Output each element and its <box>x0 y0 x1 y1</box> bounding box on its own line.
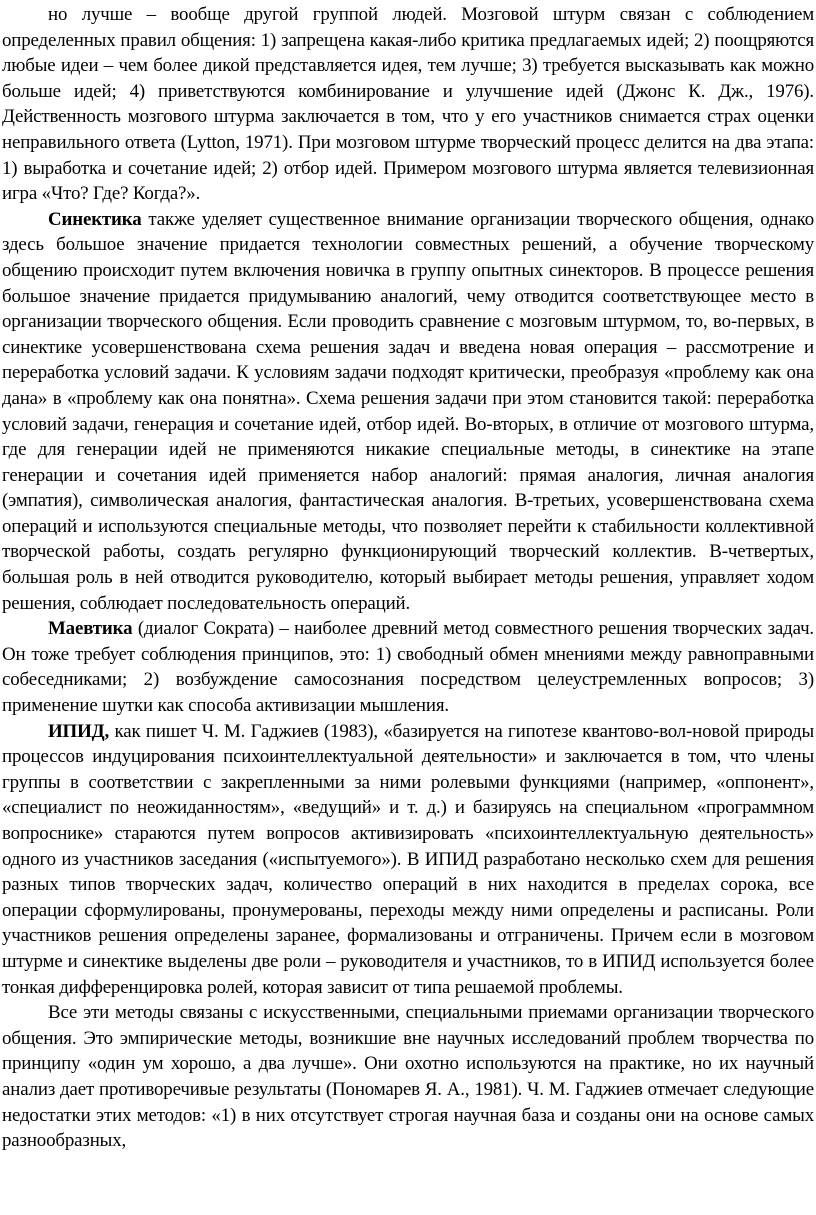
paragraph-brainstorm-continuation <box>2 2 814 207</box>
paragraph-text: но лучше – вообще другой группой людей. Мозговой штурм связан с соблюдением определенных правил общения: 1) запрещена какая-либо критика предлагаемых идей; 2) поощряются любые идеи – чем более дикой представляется идея, тем лучше; 3) требуется высказывать как можно больше идей; 4) приветствуются комбинирование и улучшение идей (Джонс К. Дж., 1976). Действенность мозгового штурма заключается в том, что у его участников снимается страх оценки неправильного ответа (Lytton, 1971). При мозговом штурме творческий процесс делится на два этапа: 1) выработка и сочетание идей; 2) отбор идей. Примером мозгового штурма является телевизионная игра «Что? Где? Когда?». <box>2 4 814 205</box>
term-maieutics: Маевтика <box>48 618 133 640</box>
term-ipid: ИПИД, <box>48 720 110 742</box>
paragraph-maieutics <box>2 616 814 718</box>
term-synectics: Синектика <box>48 208 142 230</box>
paragraph-text: Все эти методы связаны с искусственными, специальными приемами организации творческого общения. Это эмпирические методы, возникшие вне научных исследований проблем творчества по принципу «один ум хорошо, а два лучше». Они охотно используются на практике, но их научный анализ дает противоречивые результаты (Пономарев Я. А., 1981). Ч. М. Гаджиев отмечает следующие недостатки этих методов: «1) в них отсутствует строгая научная база и созданы они на основе самых разнообразных, <box>2 1002 814 1152</box>
paragraph-ipid <box>2 719 814 1001</box>
paragraph-synectics <box>2 207 814 617</box>
paragraph-text: (диалог Сократа) – наиболее древний метод совместного решения творческих задач. Он тоже требует соблюдения принципов, это: 1) свободный обмен мнениями между равноправными собеседниками; 2) возбуждение самосознания посредством целеустремленных вопросов; 3) применение шутки как способа активизации мышления. <box>2 618 814 717</box>
paragraph-methods-summary <box>2 1000 814 1154</box>
paragraph-text: также уделяет существенное внимание организации творческого общения, однако здесь большое значение придается технологии совместных решений, а обучение творческому общению происходит путем включения новичка в группу опытных синекторов. В процессе решения большое значение придается придумыванию аналогий, чему отводится соответствующее место в организации творческого общения. Если проводить сравнение с мозговым штурмом, то, во-первых, в синектике усовершенствована схема решения задач и введена новая операция – рассмотрение и переработка условий задачи. К условиям задачи подходят критически, преобразуя «проблему как она дана» в «проблему как она понятна». Схема решения задачи при этом становится такой: переработка условий задачи, генерация и сочетание идей, отбор идей. Во-вторых, в отличие от мозгового штурма, где для генерации идей не применяются никакие специальные методы, в синектике на этапе генерации и сочетания идей применяется набор аналогий: прямая аналогия, личная аналогия (эмпатия), символическая аналогия, фантастическая аналогия. В-третьих, усовершенствована схема операций и используются специальные методы, что позволяет перейти к стабильности коллективной творческой работы, создать регулярно функционирующий творческий коллектив. В-четвертых, большая роль в ней отводится руководителю, который выбирает методы решения, управляет ходом решения, соблюдает последовательность операций. <box>2 208 814 614</box>
paragraph-text: как пишет Ч. М. Гаджиев (1983), «базируется на гипотезе квантово-вол-новой природы процессов индуцирования психоинтеллектуальной деятельности» и заключается в том, что члены группы в соответствии с закрепленными за ними ролевыми функциями (например, «оппонент», «специалист по неожиданностям», «ведущий» и т. д.) и базируясь на специальном «программном вопроснике» стараются путем вопросов активизировать «психоинтеллектуальную деятельность» одного из участников заседания («испытуемого»). В ИПИД разработано несколько схем для решения разных типов творческих задач, количество операций в них находится в пределах сорока, все операции сформулированы, пронумерованы, переходы между ними определены и расписаны. Роли участников решения определены заранее, формализованы и отграничены. Причем если в мозговом штурме и синектике выделены две роли – руководителя и участников, то в ИПИД используется более тонкая дифференцировка ролей, которая зависит от типа решаемой проблемы. <box>2 720 814 998</box>
